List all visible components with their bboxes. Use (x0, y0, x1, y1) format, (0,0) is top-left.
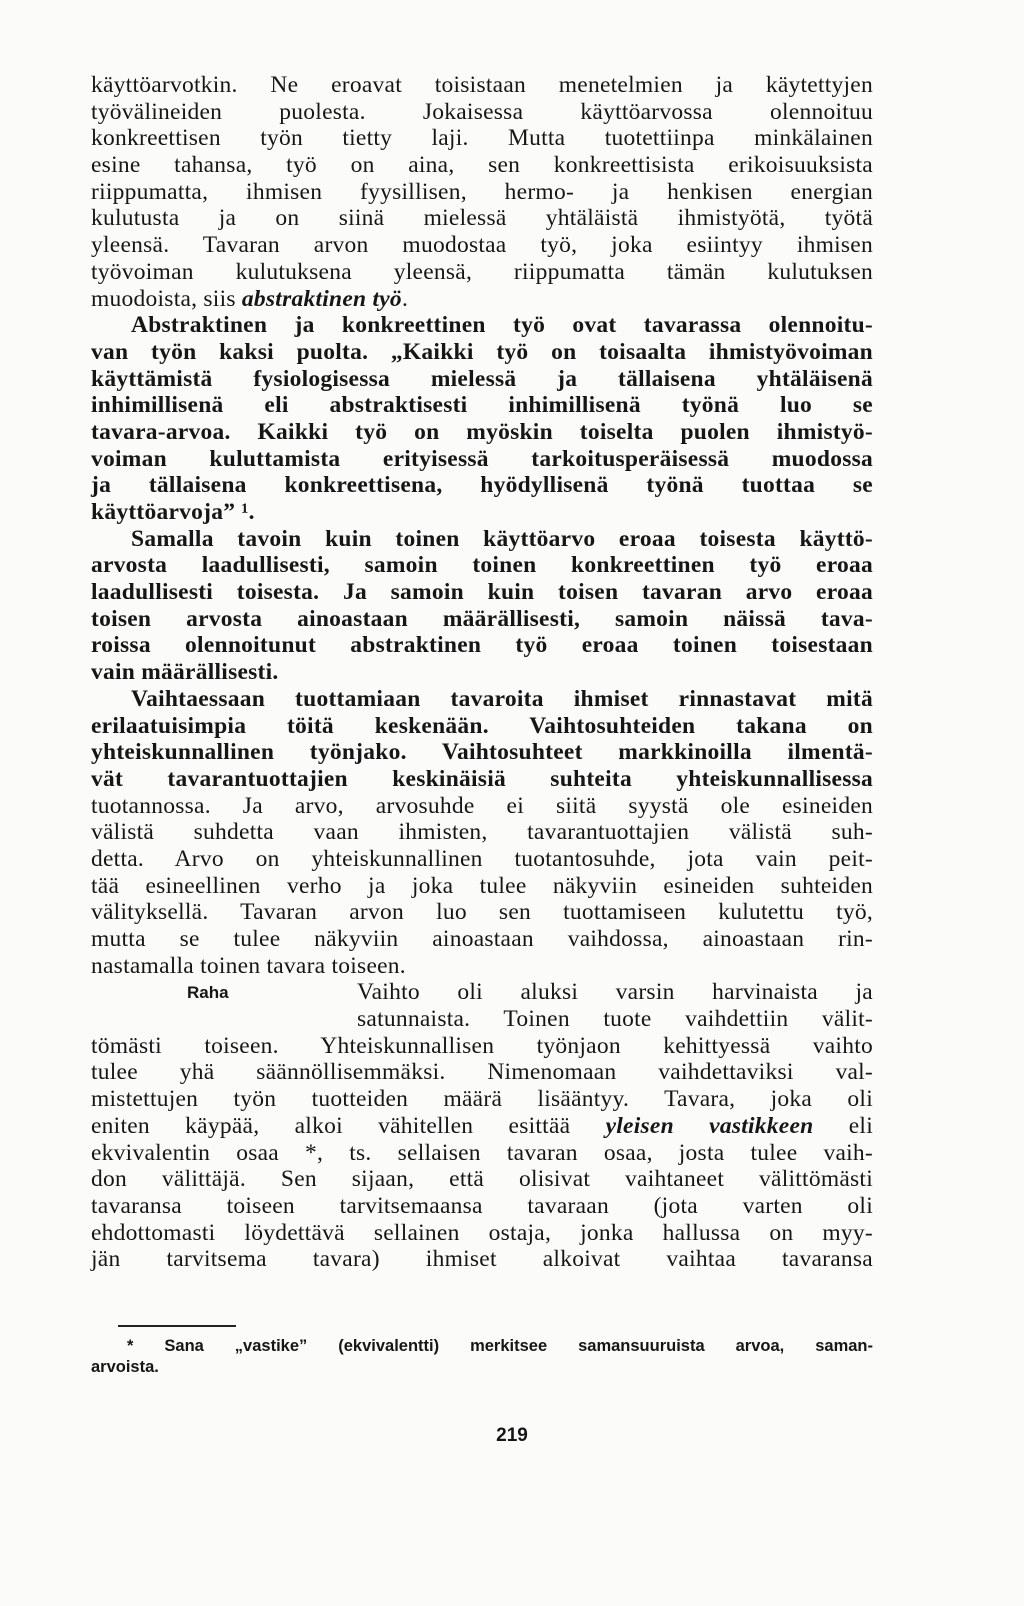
text-line: esine tahansa, työ on aina, sen konkreettisista erikoisuuksista (91, 152, 873, 179)
text-line: käyttämistä fysiologisessa mielessä ja tällaisena yhtäläisenä (91, 365, 873, 392)
text-line: ja tällaisena konkreettisena, hyödyllisenä työnä tuottaa se (91, 472, 873, 499)
text-line: tavaransa toiseen tarvitsemaansa tavaraan (jota varten oli (91, 1192, 873, 1219)
emphasized-term: yleisen vastikkeen (605, 1112, 814, 1139)
text-line: inhimillisenä eli abstraktisesti inhimillisenä työnä luo se (91, 392, 873, 419)
text-line: tulee yhä säännöllisemmäksi. Nimenomaan vaihdettaviksi val- (91, 1059, 873, 1086)
text-line: Vaihtaessaan tuottamiaan tavaroita ihmiset rinnastavat mitä (131, 685, 873, 712)
text-line: jän tarvitsema tavara) ihmiset alkoivat vaihtaa tavaransa (91, 1246, 873, 1273)
line-text: eniten käypää, alkoi vähitellen esittää (91, 1112, 606, 1139)
line-text: muodoista, siis (91, 285, 242, 312)
text-line: toisen arvosta ainoastaan määrällisesti, samoin näissä tava- (91, 605, 873, 632)
text-line: ekvivalentin osaa *, ts. sellaisen tavaran osaa, josta tulee vaih- (91, 1139, 873, 1166)
text-line: tömästi toiseen. Yhteiskunnallisen työnjaon kehittyessä vaihto (91, 1032, 873, 1059)
text-line: yleensä. Tavaran arvon muodostaa työ, joka esiintyy ihmisen (91, 232, 873, 259)
text-line: työvoiman kulutuksena yleensä, riippumatta tämän kulutuksen (91, 258, 873, 285)
text-line: van työn kaksi puolta. „Kaikki työ on toisaalta ihmistyövoiman (91, 338, 873, 365)
text-line (91, 1113, 873, 1140)
footnote (91, 1336, 873, 1378)
text-line: käyttöarvotkin. Ne eroavat toisistaan menetelmien ja käytettyjen (91, 72, 873, 98)
text-line: konkreettisen työn tietty laji. Mutta tuotettiinpa minkälainen (91, 125, 873, 152)
text-line: välityksellä. Tavaran arvon luo sen tuottamiseen kulutettu työ, (91, 899, 873, 926)
text-line: erilaatuisimpia töitä keskenään. Vaihtosuhteiden takana on (91, 712, 873, 739)
text-line: yhteiskunnallinen työnjako. Vaihtosuhteet markkinoilla ilmentä- (91, 739, 873, 766)
footnote-line: arvoista. (91, 1358, 159, 1376)
text-line: mistettujen työn tuotteiden määrä lisääntyy. Tavara, joka oli (91, 1086, 873, 1113)
text-line: voiman kuluttamista erityisessä tarkoitusperäisessä muodossa (91, 445, 873, 472)
line-text: eli (813, 1112, 873, 1139)
text-line: arvosta laadullisesti, samoin toinen konkreettinen työ eroaa (91, 552, 873, 579)
text-line: don välittäjä. Sen sijaan, että olisivat vaihtaneet välittömästi (91, 1166, 873, 1193)
text-line: satunnaista. Toinen tuote vaihdettiin välit- (357, 1006, 873, 1033)
page-body (91, 72, 873, 1273)
margin-heading: Raha (187, 983, 229, 1003)
line-text: . (401, 285, 409, 312)
text-line: vain määrällisesti. (91, 659, 279, 686)
text-line: vät tavarantuottajien keskinäisiä suhteita yhteiskunnallisessa (91, 765, 873, 792)
text-line: ehdottomasti löydettävä sellainen ostaja, jonka hallussa on myy- (91, 1219, 873, 1246)
text-line: tavara-arvoa. Kaikki työ on myöskin toiselta puolen ihmistyö- (91, 418, 873, 445)
text-line: Vaihto oli aluksi varsin harvinaista ja (357, 979, 873, 1006)
footnote-line: * Sana „vastike” (ekvivalentti) merkitsee samansuuruista arvoa, saman- (127, 1337, 873, 1355)
text-line: nastamalla toinen tavara toiseen. (91, 952, 406, 979)
text-line: tuotannossa. Ja arvo, arvosuhde ei siitä syystä ole esineiden (91, 792, 873, 819)
footnote-divider (118, 1325, 236, 1327)
text-line: Abstraktinen ja konkreettinen työ ovat tavarassa olennoitu- (131, 312, 873, 339)
text-line: detta. Arvo on yhteiskunnallinen tuotantosuhde, jota vain peit- (91, 845, 873, 872)
emphasized-term: abstraktinen työ (241, 285, 402, 312)
text-line: roissa olennoitunut abstraktinen työ eroaa toinen toisestaan (91, 632, 873, 659)
text-line (91, 286, 873, 313)
text-line: välistä suhdetta vaan ihmisten, tavarantuottajien välistä suh- (91, 819, 873, 846)
text-line: tää esineellinen verho ja joka tulee näkyviin esineiden suhteiden (91, 872, 873, 899)
text-line: kulutusta ja on siinä mielessä yhtäläistä ihmistyötä, työtä (91, 205, 873, 232)
text-line: Samalla tavoin kuin toinen käyttöarvo eroaa toisesta käyttö- (131, 525, 873, 552)
text-line: mutta se tulee näkyviin ainoastaan vaihdossa, ainoastaan rin- (91, 926, 873, 952)
text-line: riippumatta, ihmisen fyysillisen, hermo- ja henkisen energian (91, 178, 873, 205)
text-line: laadullisesti toisesta. Ja samoin kuin toisen tavaran arvo eroaa (91, 579, 873, 606)
text-line: käyttöarvoja” ¹. (91, 499, 255, 525)
page-number: 219 (496, 1425, 528, 1446)
raha-section (91, 979, 873, 1032)
text-line: työvälineiden puolesta. Jokaisessa käyttöarvossa olennoituu (91, 98, 873, 125)
